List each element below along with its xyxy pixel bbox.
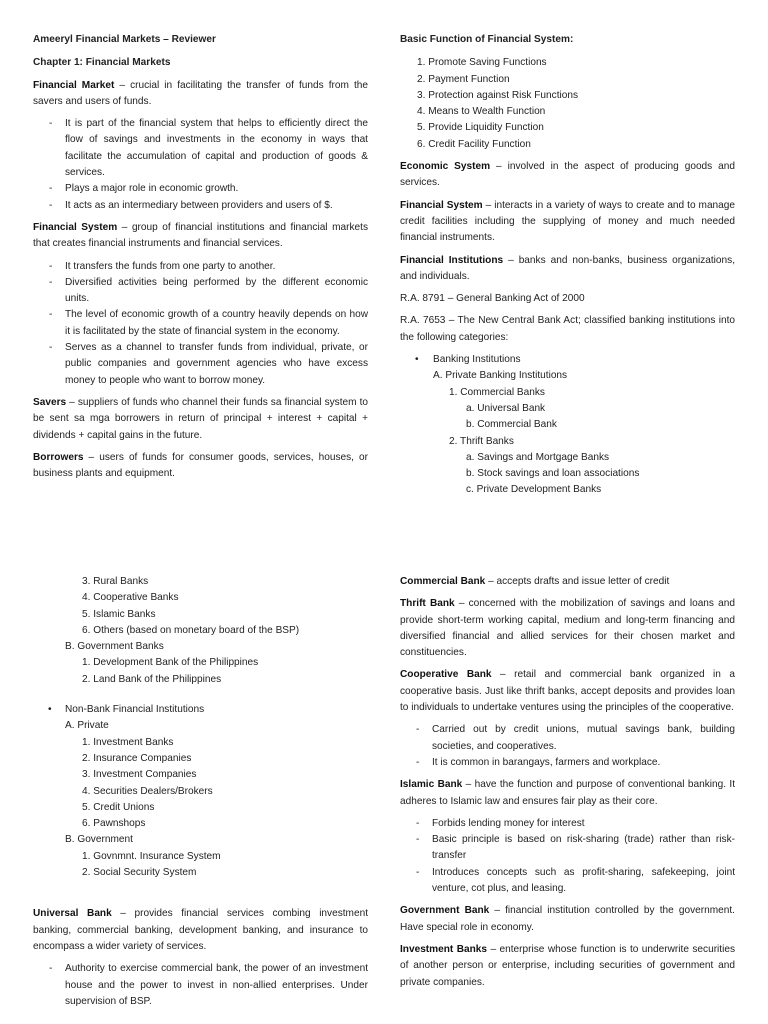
financial-market-def: Financial Market – crucial in facilitating the transfer of funds from the savers and users of funds. [33, 79, 368, 107]
list-item: a. Savings and Mortgage Banks [466, 451, 610, 463]
bullet-dot: • [415, 354, 419, 366]
investment-banks-def: Investment Banks – enterprise whose function is to underwrite securities of another person or enterprise, including securities of government and private companies. [400, 943, 736, 988]
right-top-column [400, 32, 735, 499]
bank-classification-tree [400, 352, 735, 499]
list-item: c. Private Development Banks [466, 484, 602, 496]
left-top-column [33, 32, 368, 482]
list-item: - Introduces concepts such as profit-sharing, safekeeping, joint venture, cot plus, and leasing. [400, 865, 735, 898]
list-item: • Non-Bank Financial Institutions [33, 702, 368, 718]
doc-title: Ameeryl Financial Markets – Reviewer [33, 34, 216, 45]
list-item: 3. Rural Banks [82, 576, 149, 587]
list-item: 1. Commercial Banks [449, 386, 545, 398]
list-item: 2. Social Security System [82, 867, 197, 879]
cooperative-bank-bullets [400, 722, 735, 771]
list-item: 3. Protection against Risk Functions [417, 89, 579, 101]
list-item: - Diversified activities being performed by the different economic units. [33, 275, 368, 308]
list-item: - Serves as a channel to transfer funds from individual, private, or public companies and government agencies who have excess money to people who want to borrow money. [33, 340, 368, 389]
list-item: - Forbids lending money for interest [400, 816, 735, 832]
universal-bank-bullets [33, 961, 368, 1007]
list-item: - It transfers the funds from one party to another. [33, 259, 368, 275]
list-item: 6. Credit Facility Function [417, 138, 531, 150]
financial-system-bullets [33, 259, 368, 389]
government-bank-def: Government Bank – financial institution controlled by the government. Have special role in economy. [400, 905, 735, 933]
borrowers-def: Borrowers – users of funds for consumer goods, services, houses, or business plants and equipment. [33, 451, 368, 480]
list-item: A. Private [65, 720, 109, 732]
left-bottom-column [33, 574, 368, 1007]
list-item: 2. Payment Function [417, 73, 510, 85]
financial-system-def: Financial System – group of financial institutions and financial markets that creates financial instruments and financial services. [33, 221, 368, 250]
list-item: - Carried out by credit unions, mutual savings bank, building societies, and cooperatives. [400, 722, 735, 755]
list-item: A. Private Banking Institutions [433, 370, 568, 382]
right-bottom-column [400, 574, 735, 991]
ra-8791: R.A. 8791 – General Banking Act of 2000 [400, 293, 585, 305]
list-item: 1. Promote Saving Functions [417, 57, 547, 69]
cooperative-bank-def: Cooperative Bank – retail and commercial bank organized in a cooperative basis. Just like thrift banks, accept deposits and provides loan to individuals to undertake ventures using the principles of the cooperative. [400, 669, 736, 714]
universal-bank-def: Universal Bank – provides financial services combing investment banking, commercial banking, development banking, and insurance to encompass a wider variety of services. [33, 908, 368, 952]
financial-system-def-2: Financial System – interacts in a variety of ways to create and to manage credit facilities including the supplying of money and much needed financial instruments. [400, 199, 736, 244]
list-item: B. Government [65, 834, 133, 846]
list-item: b. Commercial Bank [466, 419, 557, 431]
bullet-dot: • [48, 704, 52, 716]
islamic-bank-bullets [400, 816, 735, 897]
list-item: 5. Islamic Banks [82, 608, 156, 620]
financial-institutions-def: Financial Institutions – banks and non-banks, business organizations, and individuals. [400, 254, 735, 282]
list-item: - Authority to exercise commercial bank, the power of an investment house and the power to invest in non-allied enterprises. Under supervision of BSP. [33, 961, 368, 1010]
list-item: 2. Land Bank of the Philippines [82, 673, 222, 685]
bank-classification-tree-cont [33, 574, 368, 881]
list-item: 4. Means to Wealth Function [417, 106, 546, 118]
list-item: b. Stock savings and loan associations [466, 468, 640, 480]
list-item: - It is common in barangays, farmers and workplace. [400, 755, 735, 771]
list-item: 3. Investment Companies [82, 769, 197, 781]
list-item: - The level of economic growth of a country heavily depends on how it is facilitated by the state of financial system in the economy. [33, 307, 368, 340]
list-item: - Plays a major role in economic growth. [33, 181, 368, 197]
financial-market-bullets [33, 116, 368, 214]
basic-function-title: Basic Function of Financial System: [400, 34, 574, 45]
list-item: 5. Credit Unions [82, 801, 155, 813]
economic-system-def: Economic System – involved in the aspect of producing goods and services. [400, 161, 736, 189]
commercial-bank-def: Commercial Bank – accepts drafts and issue letter of credit [400, 576, 670, 587]
list-item: 2. Insurance Companies [82, 752, 192, 764]
list-item: 2. Thrift Banks [449, 435, 514, 447]
list-item: 6. Pawnshops [82, 818, 146, 830]
list-item: - It acts as an intermediary between providers and users of $. [33, 198, 368, 214]
list-item: 4. Securities Dealers/Brokers [82, 785, 213, 797]
list-item: B. Government Banks [65, 641, 164, 653]
ra-7653: R.A. 7653 – The New Central Bank Act; classified banking institutions into the following categories: [400, 315, 735, 343]
list-item: 1. Development Bank of the Philippines [82, 657, 259, 669]
list-item: 1. Govnmnt. Insurance System [82, 850, 221, 862]
list-item: 4. Cooperative Banks [82, 592, 179, 604]
list-item: 5. Provide Liquidity Function [417, 122, 544, 134]
list-item: - Basic principle is based on risk-sharing (trade) rather than risk-transfer [400, 832, 735, 865]
list-item: 1. Investment Banks [82, 736, 174, 748]
list-item: • Banking Institutions [400, 352, 735, 368]
thrift-bank-def: Thrift Bank – concerned with the mobilization of savings and loans and provide short-term working capital, medium and long-term financing and diversified financial and allied services for their chosen market and constituencies. [400, 598, 735, 659]
function-list [400, 55, 735, 153]
list-item: - It is part of the financial system that helps to efficiently direct the flow of savings and investments in the economy in ways that facilitate the accumulation of capital and production of goods & services. [33, 116, 368, 181]
list-item: a. Universal Bank [466, 402, 546, 414]
list-item: 6. Others (based on monetary board of the BSP) [82, 624, 300, 636]
islamic-bank-def: Islamic Bank – have the function and purpose of conventional banking. It adheres to Islamic law and ensures fair play as their core. [400, 779, 735, 807]
savers-def: Savers – suppliers of funds who channel their funds sa financial system to be sent sa mga borrowers in return of principal + interest + capital + dividends + capital gains in the future. [33, 396, 368, 441]
chapter-heading: Chapter 1: Financial Markets [33, 57, 171, 69]
